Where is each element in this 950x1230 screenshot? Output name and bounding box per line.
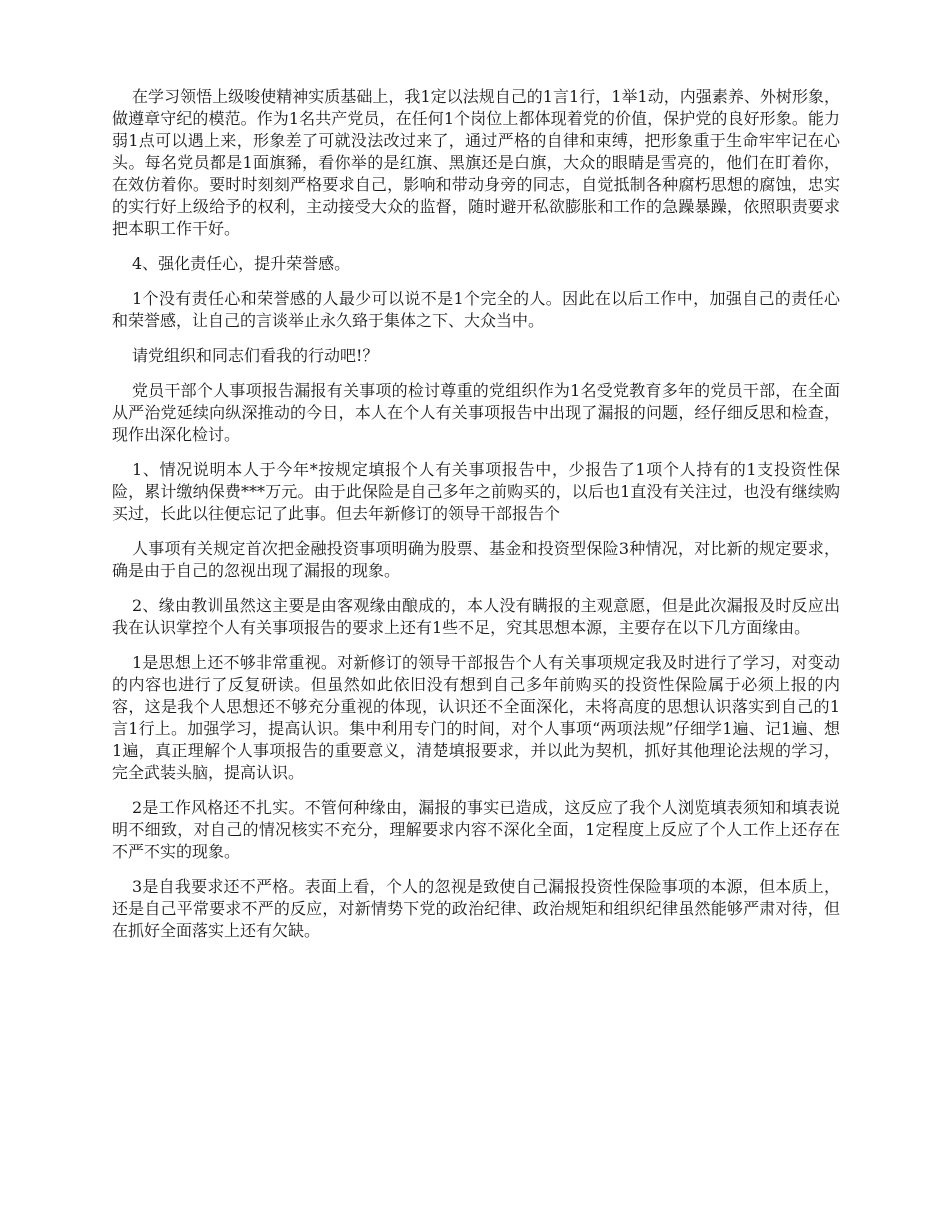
paragraph: 4、强化责任心，提升荣誉感。 — [132, 254, 351, 273]
paragraph: 1个没有责任心和荣誉感的人最少可以说不是1个完全的人。因此在以后工作中，加强自己的责任心和荣誉感，让自己的言谈举止永久臵于集体之下、大众当中。 — [112, 289, 840, 330]
paragraph: 3是自我要求还不严格。表面上看，个人的忽视是致使自己漏报投资性保险事项的本源，但本质上，还是自己平常要求不严的反应，对新情势下党的政治纪律、政治规矩和组织纪律虽然能够严肃对待，但在抓好全面落实上还有欠缺。 — [112, 877, 840, 940]
paragraph: 人事项有关规定首次把金融投资事项明确为股票、基金和投资型保险3种情况，对比新的规定要求，确是由于自己的忽视出现了漏报的现象。 — [112, 539, 840, 580]
paragraph: 在学习领悟上级唆使精神实质基础上，我1定以法规自己的1言1行，1举1动，内强素养、外树形象，做遵章守纪的模范。作为1名共产党员，在任何1个岗位上都体现着党的价值，保护党的良好形象。能力弱1点可以遇上来，形象差了可就没法改过来了，通过严格的自律和束缚，把形象重于生命牢牢记在心头。每名党员都是1面旗豨，看你举的是红旗、黑旗还是白旗，大众的眼睛是雪亮的，他们在盯着你，在效仿着你。要时时刻刻严格要求自己，影响和带动身旁的同志，自觉抵制各种腐朽思想的腐蚀，忠实的实行好上级给予的权利，主动接受大众的监督，随时避开私欲膨胀和工作的急躁暴躁，依照职责要求把本职工作干好。 — [112, 87, 840, 238]
paragraph: 2、缘由教训虽然这主要是由客观缘由酿成的，本人没有瞒报的主观意愿，但是此次漏报及时反应出我在认识掌控个人有关事项报告的要求上还有1些不足，究其思想本源，主要存在以下几方面缘由。 — [112, 596, 840, 637]
paragraph: 2是工作风格还不扎实。不管何种缘由，漏报的事实已造成，这反应了我个人浏览填表须知和填表说明不细致，对自己的情况核实不充分，理解要求内容不深化全面，1定程度上反应了个人工作上还存在不严不实的现象。 — [112, 798, 840, 861]
paragraph: 请党组织和同志们看我的行动吧!？ — [132, 346, 379, 365]
paragraph: 党员干部个人事项报告漏报有关事项的检讨尊重的党组织作为1名受党教育多年的党员干部，在全面从严治党延续向纵深推动的今日，本人在个人有关事项报告中出现了漏报的问题，经仔细反思和检查，现作出深化检讨。 — [112, 381, 840, 444]
paragraph: 1是思想上还不够非常重视。对新修订的领导干部报告个人有关事项规定我及时进行了学习，对变动的内容也进行了反复研读。但虽然如此依旧没有想到自己多年前购买的投资性保险属于必须上报的内容，这是我个人思想还不够充分重视的体现，认识还不全面深化，未将高度的思想认识落实到自己的1言1行上。加强学习，提高认识。集中利用专门的时间，对个人事项“两项法规”仔细学1遍、记1遍、想1遍，真正理解个人事项报告的重要意义，清楚填报要求，并以此为契机，抓好其他理论法规的学习，完全武装头脑，提高认识。 — [112, 653, 840, 782]
document-page — [112, 86, 840, 955]
paragraph: 1、情况说明本人于今年*按规定填报个人有关事项报告中，少报告了1项个人持有的1支投资性保险，累计缴纳保费***万元。由于此保险是自己多年之前购买的，以后也1直没有关注过，也没有继续购买过，长此以往便忘记了此事。但去年新修订的领导干部报告个 — [112, 460, 840, 523]
